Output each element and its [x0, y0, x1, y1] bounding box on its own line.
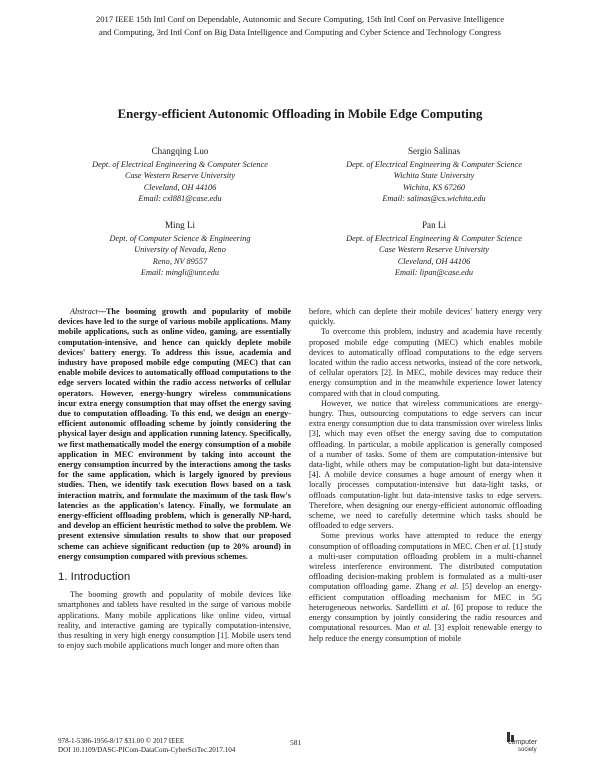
logo-text-society: society [518, 747, 537, 753]
author-email: Email: mingli@unr.edu [140, 267, 220, 277]
et-al: et al. [440, 582, 459, 592]
footer-doi: DOI 10.1109/DASC-PICom-DataCom-CyberSciTec.2017.104 [58, 746, 236, 754]
author-name: Ming Li [164, 220, 196, 230]
author-block-3 [60, 220, 300, 278]
author-city: Cleveland, OH 44106 [143, 182, 217, 192]
footer-isbn: 978-1-5386-1956-8/17 $31.00 © 2017 IEEE [58, 737, 185, 745]
conference-header-line-1: 2017 IEEE 15th Intl Conf on Dependable, Autonomic and Secure Computing, 15th Intl Conf on Pervasive Intelligence [95, 14, 505, 24]
author-city: Wichita, KS 67260 [403, 182, 465, 192]
logo-text-computer: computer [508, 739, 538, 746]
copyright-footer [58, 737, 235, 755]
author-email: Email: lipan@case.edu [394, 267, 474, 277]
author-city: Cleveland, OH 44106 [397, 256, 471, 266]
author-name: Pan Li [422, 220, 446, 230]
text-run: [6] propose to reduce the energy consumption by jointly considering the radio resources and computational resources. Mao [309, 602, 543, 633]
author-institution: Case Western Reserve University [378, 245, 490, 255]
intro-paragraph-1: The booming growth and popularity of mobile devices like smartphones and tablets have resulted in the surge of various mobile applications. Many mobile applications like online video, virtual reality, and interactive gaming are typically computation-intensive, thus resulting in very high energy consumption [1]. Mobile users tend to enjoy such mobile applications much longer and more often than [58, 590, 291, 651]
intro-paragraph-4 [309, 531, 542, 643]
et-al: et al. [431, 602, 450, 612]
abstract [58, 307, 291, 562]
page-number: 581 [290, 738, 302, 747]
author-name: Sergio Salinas [407, 146, 461, 156]
author-dept: Dept. of Electrical Engineering & Computer Science [92, 160, 268, 170]
author-dept: Dept. of Electrical Engineering & Computer Science [346, 160, 522, 170]
right-column [309, 307, 542, 644]
computer-society-logo [506, 731, 556, 757]
text-run: [3] exploit renewable energy to help reduce the energy consumption of mobile [309, 623, 543, 643]
author-institution: Wichita State University [393, 171, 475, 181]
author-name: Changqing Luo [151, 146, 209, 156]
author-block-2 [314, 146, 554, 204]
author-block-4 [314, 220, 554, 278]
author-email: Email: salinas@cs.wichita.edu [382, 193, 486, 203]
et-al: et al. [413, 623, 432, 633]
intro-paragraph-2: To overcome this problem, industry and academia have recently proposed mobile edge computing (MEC) which enables mobile devices to automatically offload computations to the edge servers located within the radio access networks, instead of the core network, of cellular operators [2]. In MEC, mobile devices may reduce their energy consumption and in the meanwhile experience lower latency compared with that in cloud computing. [309, 327, 542, 398]
author-email: Email: cxl881@case.edu [138, 193, 222, 203]
author-dept: Dept. of Electrical Engineering & Computer Science [346, 234, 522, 244]
et-al: et al. [494, 541, 511, 551]
abstract-label: Abstract [70, 307, 98, 316]
abstract-text: —The booming growth and popularity of mobile devices have led to the surge of various mobile applications. Many mobile applications, such as online video, gaming, are essentially computation-intensive, and hence can quickly deplete mobile devices' battery energy. To address this issue, academia and industry have proposed mobile edge computing (MEC) that can enable mobile devices to automatically offload computations to the edge servers located within the radio access networks of cellular operators. However, energy-hungry wireless communications incur extra energy consumption that may offset the energy saving due to computation offloading. To this end, we design an energy-efficient autonomic offloading scheme by jointly considering the physical layer design and application running latency. Specifically, we first mathematically model the energy consumption of a mobile application in MEC environment by taking into account the energy consumption incurred by the interactions among the tasks for the same application, which is largely ignored by previous studies. Then, we identify task execution flows based on a task interaction matrix, and formulate the maximum of the task flow's latencies as the application's latency. Finally, we formulate an energy-efficient offloading problem, which is generally NP-hard, and develop an efficient heuristic method to solve the problem. We present extensive simulation results to show that our proposed scheme can achieve significant reduction (up to 20% around) in energy consumption compared with previous schemes. [58, 307, 291, 561]
conference-header-line-2: and Computing, 3rd Intl Conf on Big Data Intelligence and Computing and Cyber Science and Technology Congress [99, 26, 501, 37]
author-institution: Case Western Reserve University [124, 171, 236, 181]
text-run: [5] develop an energy-efficient computation offloading mechanism for MEC in 5G heterogeneous networks. Sardellitti [309, 582, 542, 612]
intro-paragraph-continued: before, which can deplete their mobile devices' battery energy very quickly. [309, 307, 542, 327]
intro-paragraph-3: However, we notice that wireless communications are energy-hungry. Thus, outsourcing computations to edge servers can incur extra energy consumption due to data transmission over wireless links [3], which may even offset the energy saving due to computation offloading. In particular, a mobile application is generally composed of a number of tasks. Some of them are computation-intensive but data-light, while others may be computation-light but data-intensive [4]. A mobile device consumes a huge amount of energy when it locally processes computation-intensive but data-light tasks, or offloads computation-light but data-intensive tasks to edge servers. Therefore, when designing our energy-efficient autonomic offloading scheme, we need to carefully determine which tasks should be offloaded to edge servers. [309, 398, 542, 531]
left-column [58, 307, 291, 652]
text-run: Some previous works have attempted to reduce the energy consumption of offloading computations in MEC. Chen [309, 531, 542, 551]
author-institution: University of Nevada, Reno [134, 245, 226, 255]
author-block-1 [60, 146, 300, 204]
conference-header [40, 13, 560, 38]
author-city: Reno, NV 89557 [152, 256, 208, 266]
author-dept: Dept. of Computer Science & Engineering [109, 234, 251, 244]
section-heading-introduction: 1. Introduction [58, 571, 131, 584]
text-run: [1] study a multi-user computation offloading problem in a multi-channel wireless interference environment. The distributed computation offloading decision-making problem is formulated as a multi-user computation offloading game. Zhang [309, 541, 542, 592]
paper-title: Energy-efficient Autonomic Offloading in Mobile Edge Computing [117, 107, 483, 121]
